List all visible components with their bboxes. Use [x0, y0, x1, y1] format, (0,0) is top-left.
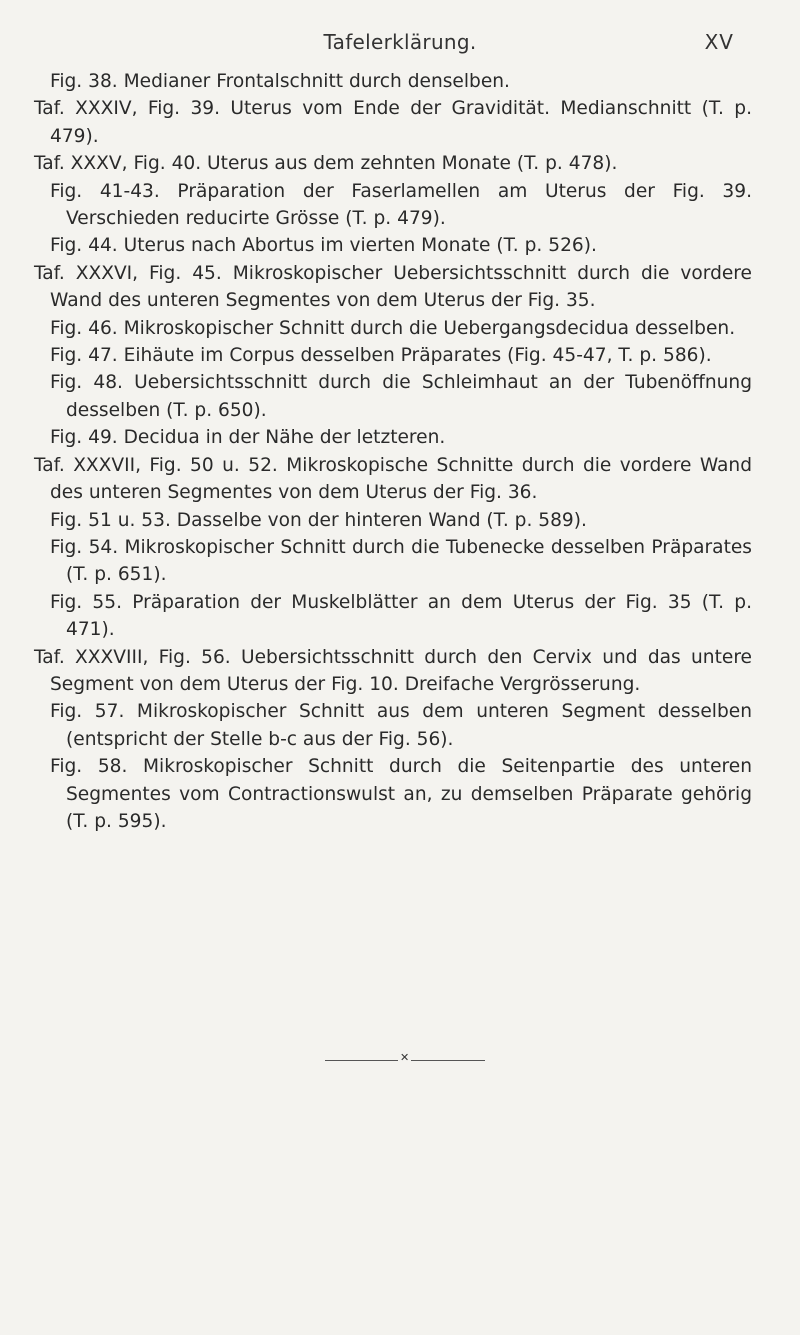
- figure-entry: Fig. 46. Mikroskopischer Schnitt durch die Uebergangsdecidua desselben.: [50, 317, 736, 339]
- running-title: Tafelerklärung.: [323, 30, 477, 54]
- figure-entry: Fig. 47. Eihäute im Corpus desselben Präparates (Fig. 45-47, T. p. 586).: [50, 345, 712, 367]
- figure-entry: Fig. 48. Uebersichtsschnitt durch die Schleimhaut an der Tubenöffnung desselben (T. p. 650).: [50, 372, 752, 421]
- figure-entry: Fig. 58. Mikroskopischer Schnitt durch die Seitenpartie des unteren Segmentes vom Contractionswulst an, zu demselben Präparate gehörig (T. p. 595).: [50, 756, 752, 832]
- figure-entry: Fig. 57. Mikroskopischer Schnitt aus dem unteren Segment desselben (entspricht der Stelle b-c aus der Fig. 56).: [50, 701, 752, 750]
- page-header: [0, 30, 800, 60]
- figure-entry: Fig. 44. Uterus nach Abortus im vierten Monate (T. p. 526).: [50, 235, 597, 257]
- figure-entry: Fig. 38. Medianer Frontalschnitt durch denselben.: [50, 71, 510, 92]
- figure-entry: Fig. 51 u. 53. Dasselbe von der hinteren Wand (T. p. 589).: [50, 509, 587, 531]
- plate-entry: Taf. XXXVI, Fig. 45. Mikroskopischer Uebersichtsschnitt durch die vordere Wand des unteren Segmentes von dem Uterus der Fig. 35.: [34, 262, 752, 312]
- plate-entry: Taf. XXXV, Fig. 40. Uterus aus dem zehnten Monate (T. p. 478).: [34, 153, 618, 175]
- plate-entry: Taf. XXXVIII, Fig. 56. Uebersichtsschnitt durch den Cervix und das untere Segment von dem Uterus der Fig. 10. Dreifache Vergrösserung.: [34, 646, 752, 695]
- figure-entry: Fig. 49. Decidua in der Nähe der letzteren.: [50, 427, 446, 449]
- figure-entry: Fig. 41-43. Präparation der Faserlamellen am Uterus der Fig. 39. Verschieden reducirte Grösse (T. p. 479).: [50, 180, 752, 230]
- figure-entry: Fig. 55. Präparation der Muskelblätter an dem Uterus der Fig. 35 (T. p. 471).: [50, 591, 752, 641]
- end-divider: [325, 1051, 485, 1065]
- figure-entry: Fig. 54. Mikroskopischer Schnitt durch die Tubenecke desselben Präparates (T. p. 651).: [50, 536, 752, 586]
- plate-explanation-list: [34, 68, 752, 835]
- divider-ornament: ✕: [400, 1051, 410, 1064]
- plate-entry: Taf. XXXVII, Fig. 50 u. 52. Mikroskopische Schnitte durch die vordere Wand des unteren Segmentes von dem Uterus der Fig. 36.: [34, 454, 752, 504]
- page-number: XV: [704, 30, 734, 54]
- plate-entry: Taf. XXXIV, Fig. 39. Uterus vom Ende der Gravidität. Medianschnitt (T. p. 479).: [34, 98, 752, 147]
